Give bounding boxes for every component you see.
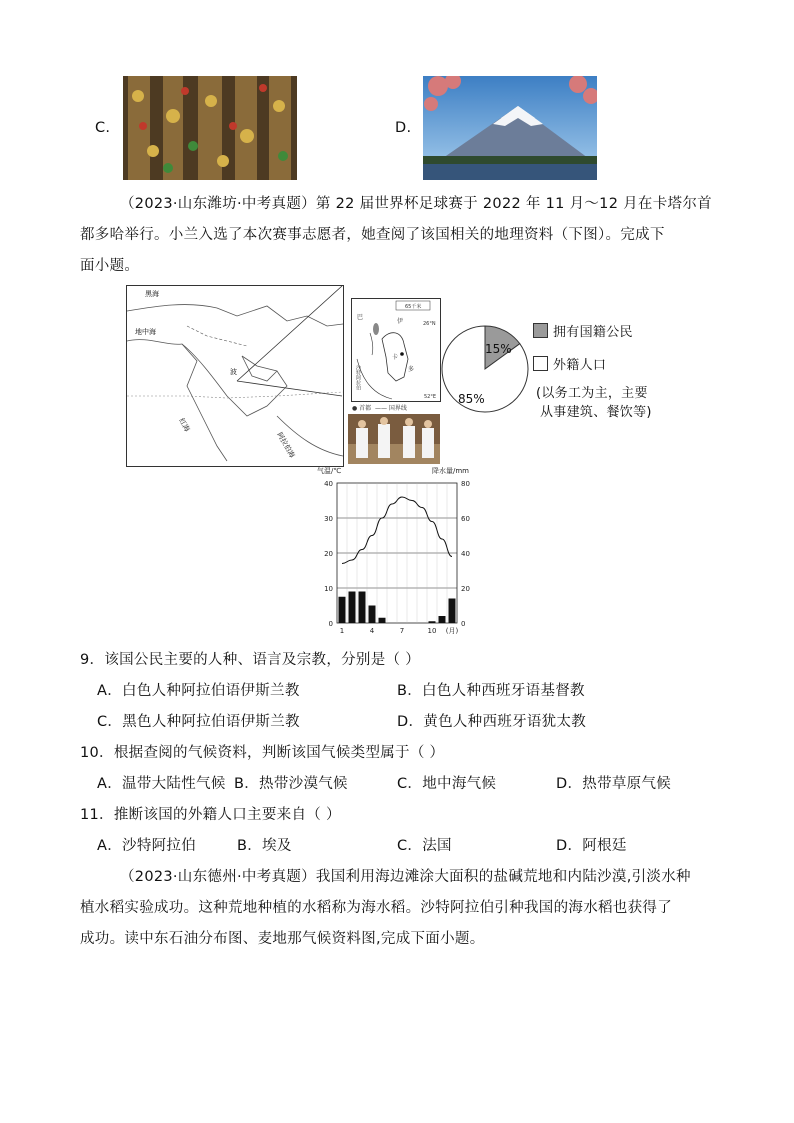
saudi-label: 沙特阿拉伯 (355, 365, 361, 390)
precip-bar-1 (339, 597, 346, 623)
q9-option-b[interactable]: B．白色人种西班牙语基督教 (397, 683, 585, 699)
climate-svg (315, 465, 475, 640)
ytick-right-2: 40 (461, 550, 470, 558)
arabian-sea-label: 阿拉伯海 (275, 431, 297, 460)
q9-option-a[interactable]: A．白色人种阿拉伯语伊斯兰教 (97, 683, 300, 699)
pie-svg (440, 308, 530, 430)
q10-option-b[interactable]: B．热带沙漠气候 (234, 776, 348, 792)
mediterranean-label: 地中海 (135, 328, 156, 336)
y-left-label: 气温/℃ (317, 467, 342, 475)
q9-stem: 9．该国公民主要的人种、语言及宗教，分别是（ ） (80, 652, 421, 668)
q11-option-b[interactable]: B．埃及 (237, 838, 292, 854)
legend-swatch-citizens (533, 323, 548, 338)
floating-market-image (123, 76, 297, 180)
pie-label-citizens: 15% (485, 342, 512, 356)
q11-option-c[interactable]: C．法国 (397, 838, 452, 854)
legend-border: 国界线 (388, 405, 407, 412)
precip-bar-5 (379, 618, 386, 623)
ytick-left-1: 10 (324, 585, 333, 593)
scale-label: 65千米 (405, 304, 422, 310)
option-c-label: C. (95, 120, 111, 136)
lat-top-label: 26°N (423, 321, 436, 327)
q11-option-a[interactable]: A．沙特阿拉伯 (97, 838, 197, 854)
ytick-left-3: 30 (324, 515, 333, 523)
qatari-people-photo (348, 414, 440, 464)
legend-foreign-label: 外籍人口 (553, 358, 607, 373)
option-d-label: D. (395, 120, 412, 136)
intro1-line1: （2023·山东潍坊·中考真题）第 22 届世界杯足球赛于 2022 年 11 月～12 月在卡塔尔首 (120, 196, 712, 212)
intro2-line3: 成功。读中东石油分布图、麦地那气候资料图,完成下面小题。 (80, 931, 485, 947)
legend-swatch-foreign (533, 356, 548, 371)
q9-option-c[interactable]: C．黑色人种阿拉伯语伊斯兰教 (97, 714, 300, 730)
y-right-label: 降水量/mm (432, 467, 469, 475)
ytick-right-1: 20 (461, 585, 470, 593)
black-sea-label: 黑海 (145, 290, 159, 298)
xtick-3: 10 (427, 627, 437, 635)
pie-note-line2: 从事建筑、餐饮等) (540, 405, 652, 420)
q10-option-a[interactable]: A．温带大陆性气候 (97, 776, 226, 792)
mount-fuji-image (423, 76, 597, 180)
ytick-right-4: 80 (461, 480, 470, 488)
precip-bar-4 (369, 606, 376, 624)
gulf-label: 波 (230, 368, 237, 376)
precip-bar-11 (439, 616, 446, 623)
q10-option-c[interactable]: C．地中海气候 (397, 776, 497, 792)
pie-label-foreign: 85% (458, 392, 485, 406)
precip-bar-2 (349, 592, 356, 624)
intro2-line1: （2023·山东德州·中考真题）我国利用海边滩涂大面积的盐碱荒地和内陆沙漠,引淡水种 (120, 869, 691, 885)
precip-bar-3 (359, 592, 366, 624)
legend-citizens-label: 拥有国籍公民 (553, 325, 633, 340)
xtick-0: 1 (339, 627, 345, 635)
precip-bar-10 (429, 621, 436, 623)
ytick-left-4: 40 (324, 480, 333, 488)
q9-option-d[interactable]: D．黄色人种西班牙语犹太教 (397, 714, 587, 730)
doha-label: 多 (408, 366, 415, 373)
intro1-line3: 面小题。 (80, 258, 140, 274)
q10-stem: 10．根据查阅的气候资料，判断该国气候类型属于（ ） (80, 745, 445, 761)
xtick-1: 4 (369, 627, 375, 635)
climate-chart (315, 465, 475, 640)
ytick-left-2: 20 (324, 550, 333, 558)
qatar-inset-map (351, 298, 441, 402)
ytick-right-3: 60 (461, 515, 470, 523)
ytick-right-0: 0 (461, 620, 466, 628)
population-pie-chart (440, 308, 530, 430)
inset-legend: ● 首都 —— 国界线 (352, 405, 407, 412)
ytick-left-0: 0 (328, 620, 333, 628)
pie-note-line1: (以务工为主，主要 (536, 386, 648, 401)
xtick-unit: (月) (445, 627, 459, 635)
intro1-line2: 都多哈举行。小兰入选了本次赛事志愿者，她查阅了该国相关的地理资料（下图）。完成下 (80, 227, 665, 243)
middle-east-map (126, 285, 344, 467)
red-sea-label: 红海 (177, 417, 192, 434)
intro2-line2: 植水稻实验成功。这种荒地种植的水稻称为海水稻。沙特阿拉伯引种我国的海水稻也获得了 (80, 900, 672, 916)
precip-bar-12 (449, 599, 456, 624)
qatar-label: 卡 (392, 354, 399, 361)
q11-stem: 11．推断该国的外籍人口主要来自（ ） (80, 807, 341, 823)
xtick-2: 7 (399, 627, 405, 635)
q10-option-d[interactable]: D．热带草原气候 (556, 776, 672, 792)
bahrain-label: 巴 (357, 314, 364, 321)
q11-option-d[interactable]: D．阿根廷 (556, 838, 627, 854)
lon-label: 52°E (424, 394, 437, 400)
legend-capital: 首都 (359, 405, 372, 412)
iran-label: 伊 (397, 318, 404, 325)
